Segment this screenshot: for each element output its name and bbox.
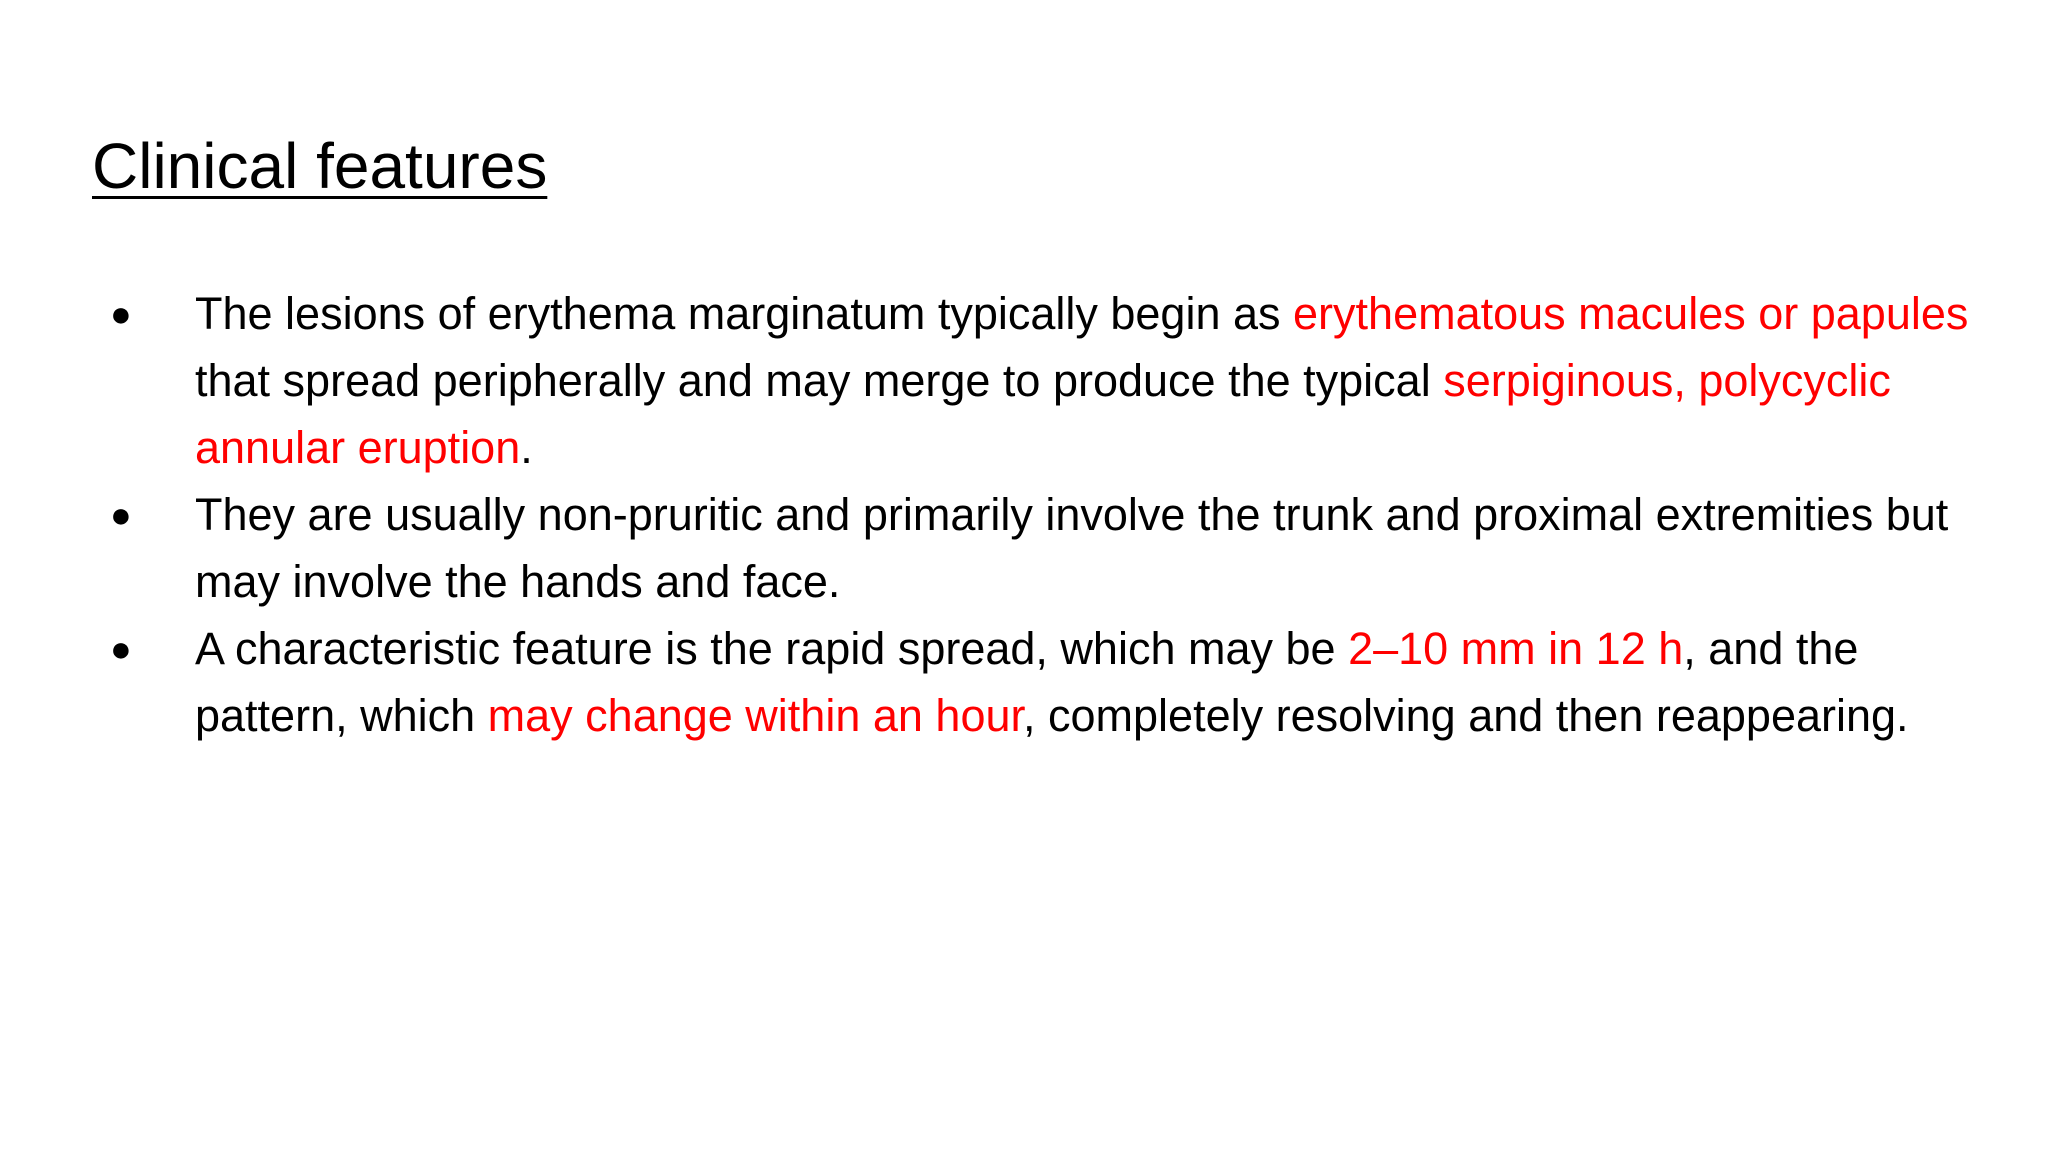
highlighted-text: serpiginous, polycyclic annular eruption	[195, 355, 1891, 473]
highlighted-text: erythematous macules or papules	[1293, 288, 1969, 339]
bullet-dot-icon: ●	[110, 628, 132, 669]
bullet-text	[195, 615, 1970, 749]
text-segment: They are usually non-pruritic and primarily involve the trunk and proximal extremities but may involve the hands and face.	[195, 489, 1949, 607]
slide-title: Clinical features	[92, 130, 548, 202]
bullet-item	[110, 481, 1970, 615]
bullet-item	[110, 280, 1970, 481]
bullet-dot-icon: ●	[110, 293, 132, 334]
bullet-text	[195, 481, 1970, 615]
highlighted-text: 2–10 mm in 12 h	[1348, 623, 1684, 674]
text-segment: that spread peripherally and may merge to produce the typical	[195, 355, 1444, 406]
bullet-list	[110, 280, 1970, 749]
text-segment: , completely resolving and then reappearing.	[1023, 690, 1909, 741]
text-segment: The lesions of erythema marginatum typically begin as	[195, 288, 1294, 339]
text-segment: A characteristic feature is the rapid spread, which may be	[195, 623, 1349, 674]
bullet-text	[195, 280, 1970, 481]
bullet-dot-icon: ●	[110, 494, 132, 535]
text-segment: , and the pattern, which	[195, 623, 1859, 741]
text-segment: .	[520, 422, 533, 473]
bullet-item	[110, 615, 1970, 749]
highlighted-text: may change within an hour	[487, 690, 1023, 741]
